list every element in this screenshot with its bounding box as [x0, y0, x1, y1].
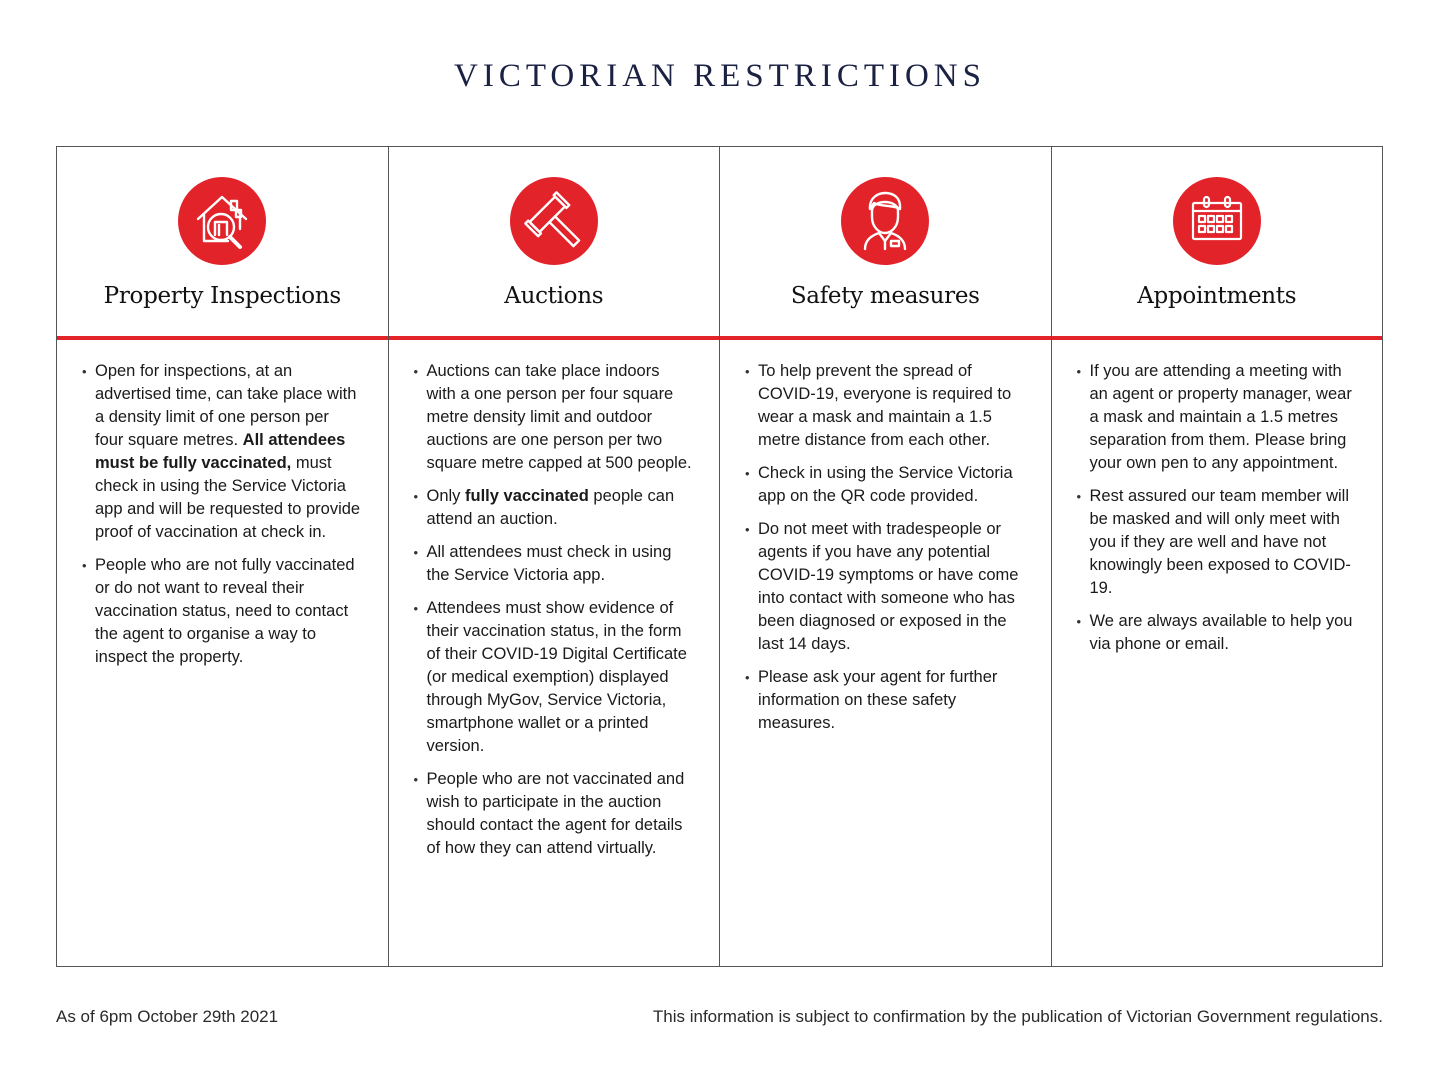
- footer-disclaimer: This information is subject to confirmation by the publication of Victorian Government regulations.: [652, 1007, 1383, 1026]
- bold-text: All attendees must be fully vaccinated,: [95, 431, 346, 472]
- column-body: [389, 340, 720, 860]
- bullet-text: must check in using the Service Victoria app and will be requested to provide proof of vaccination at check in.: [95, 454, 361, 541]
- bullet-text: people can attend an auction.: [426, 487, 675, 528]
- bullet-item: [758, 666, 1025, 735]
- bullet-item: [427, 541, 694, 587]
- bullet-list: [95, 360, 362, 669]
- column-title: Safety measures: [790, 283, 980, 309]
- bullet-item: [95, 554, 362, 669]
- bullet-text: If you are attending a meeting with an agent or property manager, wear a mask and maintain a 1.5 metres separation from them. Please bring your own pen to any appointment.: [1089, 362, 1352, 472]
- column-appointments: [1052, 147, 1383, 966]
- bullet-item: [427, 597, 694, 758]
- bullet-item: [427, 768, 694, 860]
- bullet-item: [758, 462, 1025, 508]
- bullet-item: [427, 360, 694, 475]
- column-body: [57, 340, 388, 669]
- bullet-text: All attendees must check in using the Service Victoria app.: [426, 543, 672, 584]
- bullet-item: [1090, 610, 1357, 656]
- bullet-text: Only: [426, 487, 466, 505]
- bullet-item: [1090, 360, 1357, 475]
- bullet-text: Auctions can take place indoors with a one person per four square metre density limit and outdoor auctions are one person per two square metre capped at 500 people.: [426, 362, 692, 472]
- restrictions-table: [56, 146, 1383, 967]
- column-title: Property Inspections: [103, 283, 341, 309]
- bullet-text: People who are not vaccinated and wish to participate in the auction should contact the agent for details of how they can attend virtually.: [426, 770, 685, 857]
- page-title: VICTORIAN RESTRICTIONS: [454, 58, 986, 94]
- bullet-item: [758, 518, 1025, 656]
- column-body: [720, 340, 1051, 735]
- bullet-item: [95, 360, 362, 544]
- bullet-text: Rest assured our team member will be masked and will only meet with you if they are well and have not knowingly been exposed to COVID-19.: [1089, 487, 1351, 597]
- footer-date: As of 6pm October 29th 2021: [56, 1007, 279, 1026]
- column-body: [1052, 340, 1383, 656]
- bullet-text: Attendees must show evidence of their vaccination status, in the form of their COVID-19 Digital Certificate (or medical exemption) displayed through MyGov, Service Victoria, smartphone wallet or a printed version.: [426, 599, 687, 755]
- bullet-item: [758, 360, 1025, 452]
- column-title: Appointments: [1137, 283, 1297, 309]
- bullet-item: [1090, 485, 1357, 600]
- bullet-list: [1090, 360, 1357, 656]
- agent-person-icon: [841, 177, 929, 265]
- house-search-icon: [178, 177, 266, 265]
- bullet-item: [427, 485, 694, 531]
- calendar-icon: [1173, 177, 1261, 265]
- column-auctions: [389, 147, 721, 966]
- bullet-text: Do not meet with tradespeople or agents if you have any potential COVID-19 symptoms or have come into contact with someone who has been diagnosed or exposed in the last 14 days.: [758, 520, 1019, 653]
- bullet-list: [427, 360, 694, 860]
- column-header: [1052, 147, 1383, 340]
- bold-text: fully vaccinated: [465, 487, 589, 505]
- gavel-icon: [510, 177, 598, 265]
- bullet-text: People who are not fully vaccinated or do not want to reveal their vaccination status, need to contact the agent to organise a way to inspect the property.: [95, 556, 355, 666]
- bullet-text: To help prevent the spread of COVID-19, everyone is required to wear a mask and maintain a 1.5 metre distance from each other.: [758, 362, 1012, 449]
- column-safety-measures: [720, 147, 1052, 966]
- column-title: Auctions: [504, 283, 604, 309]
- column-property-inspections: [57, 147, 389, 966]
- column-header: [720, 147, 1051, 340]
- bullet-text: We are always available to help you via phone or email.: [1089, 612, 1353, 653]
- column-header: [57, 147, 388, 340]
- bullet-text: Open for inspections, at an advertised time, can take place with a density limit of one person per four square metres.: [95, 362, 357, 449]
- bullet-text: Please ask your agent for further information on these safety measures.: [758, 668, 998, 732]
- bullet-list: [758, 360, 1025, 735]
- column-header: [389, 147, 720, 340]
- bullet-text: Check in using the Service Victoria app on the QR code provided.: [758, 464, 1013, 505]
